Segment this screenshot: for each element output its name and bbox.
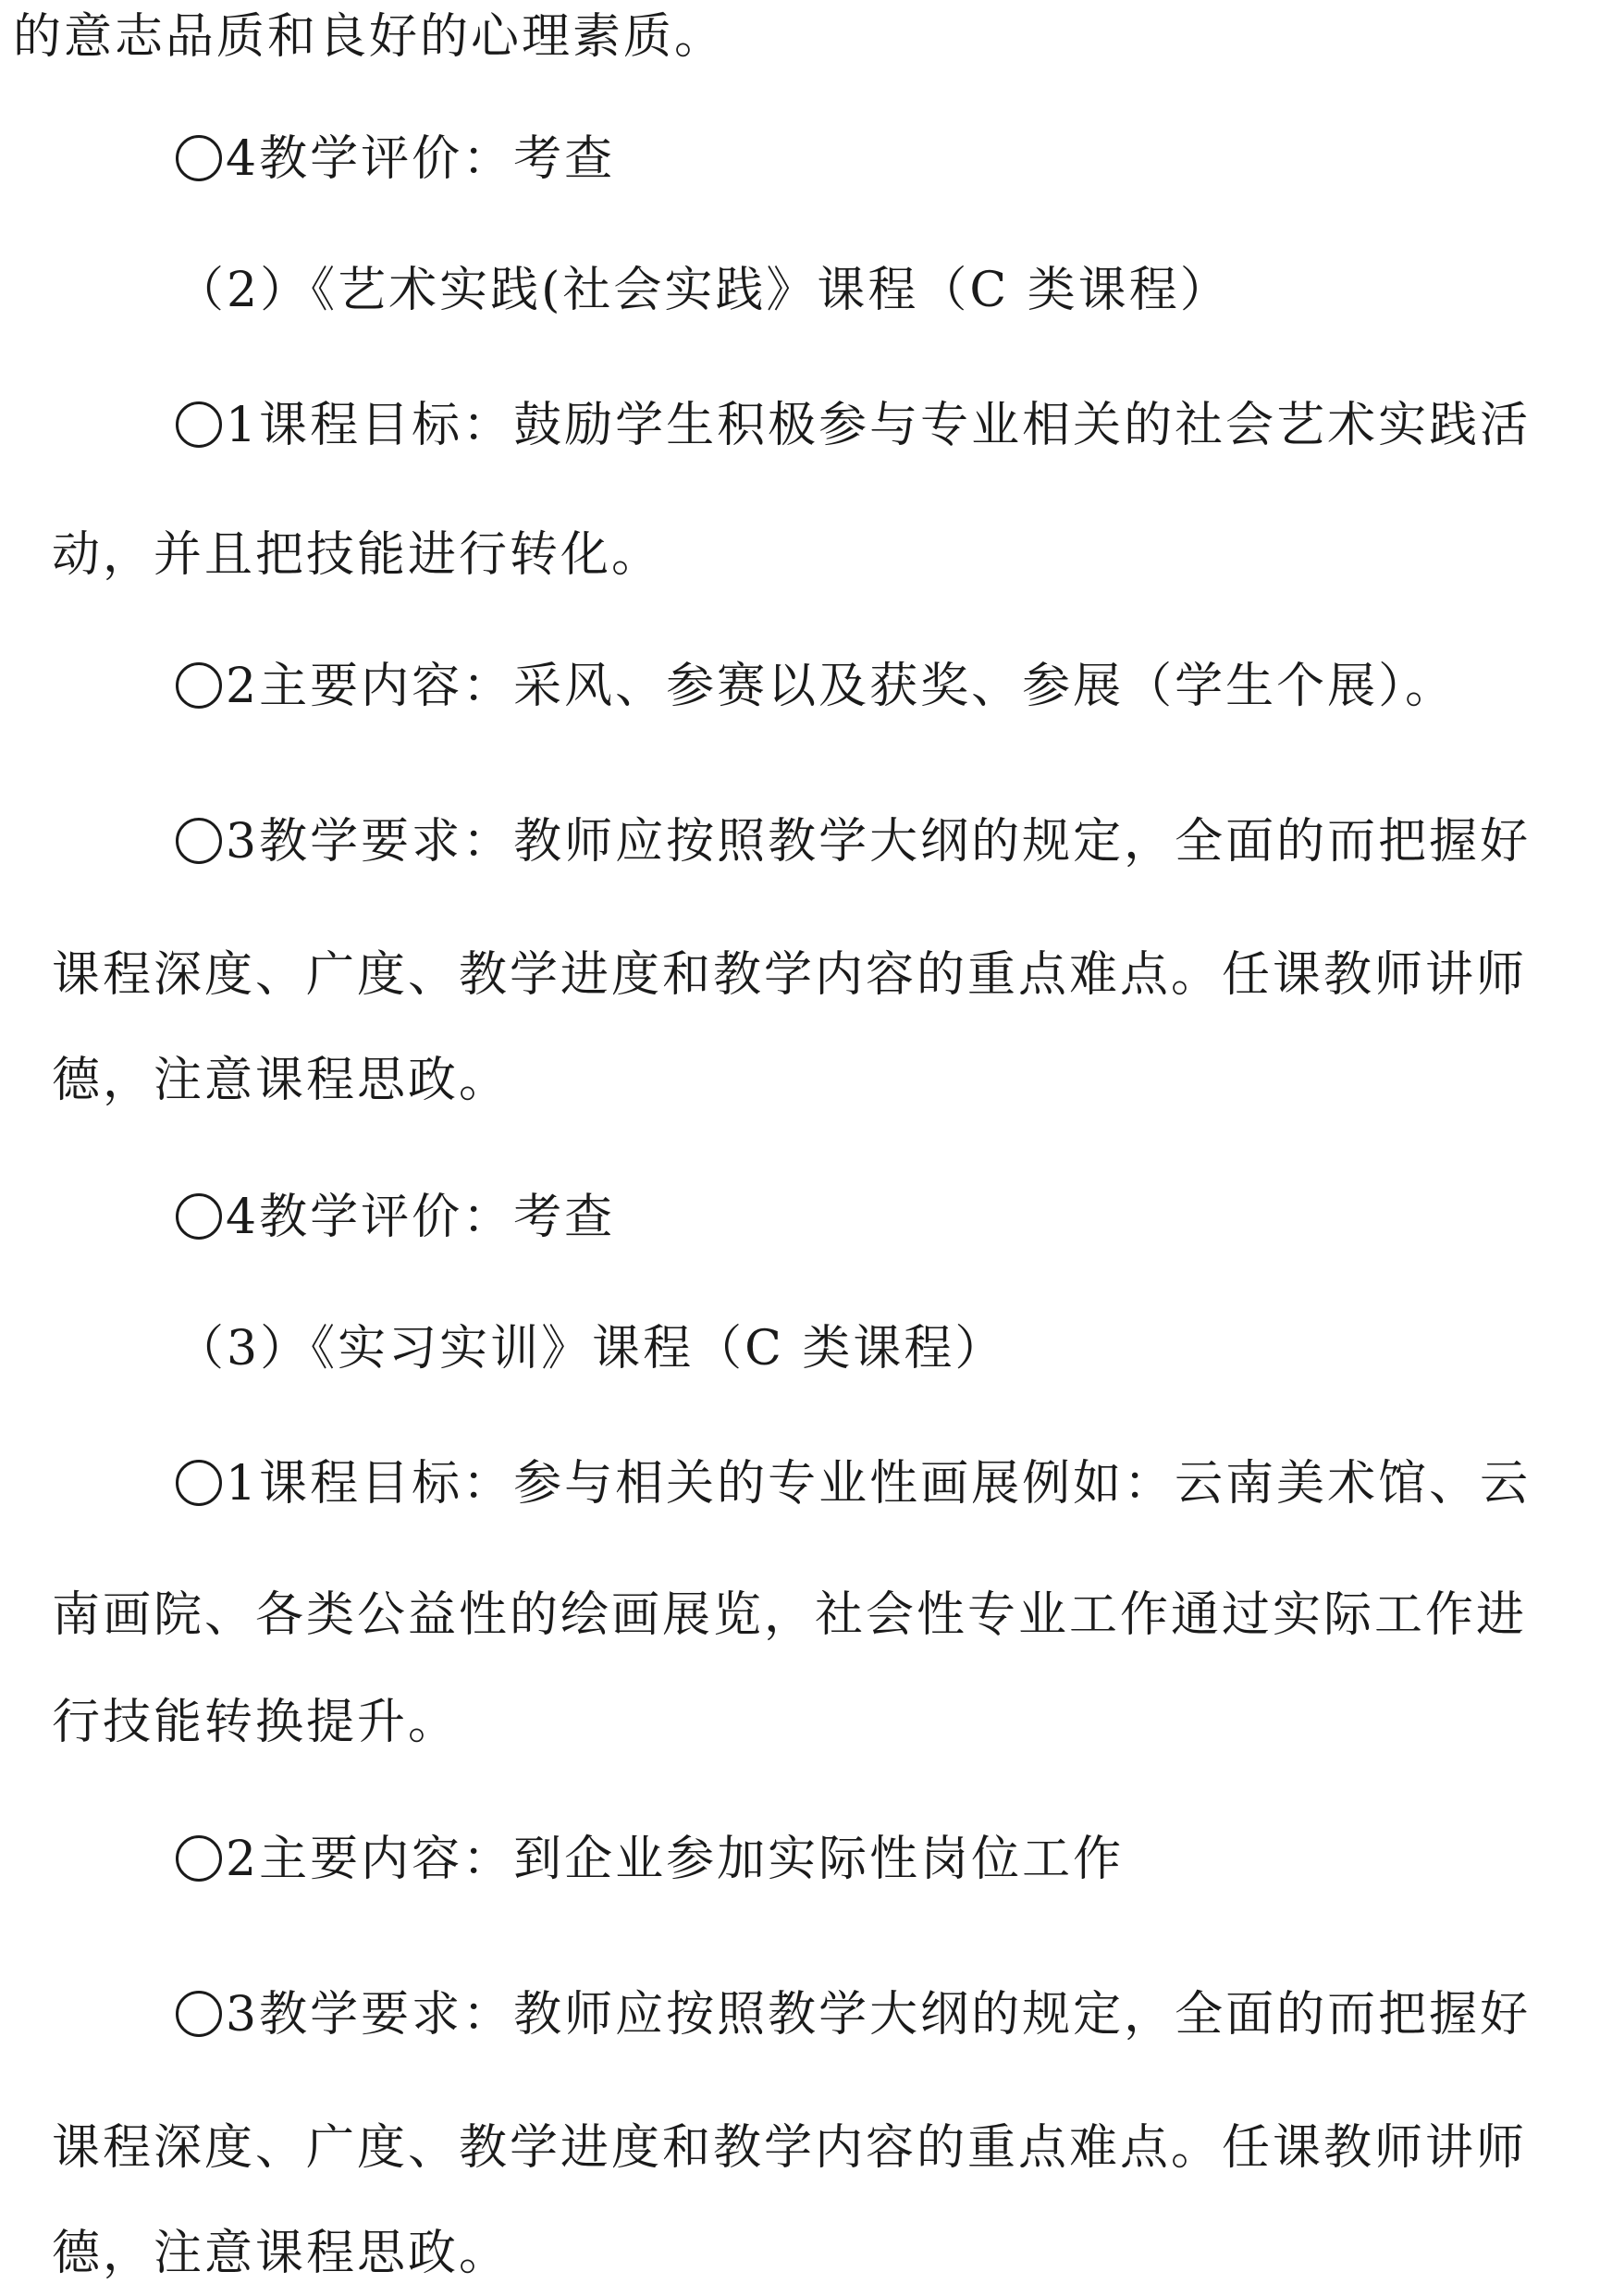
text-line <box>52 2118 1527 2178</box>
text-line <box>13 7 725 67</box>
line-text: 4教学评价：考查 <box>226 131 616 187</box>
section-heading <box>176 261 1231 320</box>
list-item <box>176 1985 1531 2044</box>
text-line <box>52 1051 510 1110</box>
line-text: 课程深度、广度、教学进度和教学内容的重点难点。任课教师讲师 <box>52 947 1528 1003</box>
circle-marker-icon <box>176 135 222 181</box>
list-item <box>176 657 1456 716</box>
line-text: 德，注意课程思政。 <box>52 1053 511 1108</box>
line-text: 动，并且把技能进行转化。 <box>52 527 663 583</box>
line-text: 3教学要求：教师应按照教学大纲的规定，全面的而把握好 <box>226 1987 1532 2043</box>
circle-marker-icon <box>176 662 222 709</box>
list-item <box>176 396 1531 455</box>
circle-marker-icon <box>176 1991 222 2037</box>
list-item <box>176 812 1531 871</box>
line-text: 1课程目标：参与相关的专业性画展例如：云南美术馆、云 <box>226 1456 1532 1512</box>
line-text: （3）《实习实训》课程（C 类课程） <box>176 1321 1006 1376</box>
line-text: 1课程目标：鼓励学生积极参与专业相关的社会艺术实践活 <box>226 398 1532 453</box>
circle-marker-icon <box>176 1835 222 1882</box>
circle-marker-icon <box>176 1193 222 1240</box>
line-text: 2主要内容：采风、参赛以及获奖、参展（学生个展）。 <box>226 659 1457 714</box>
line-text: 德，注意课程思政。 <box>52 2226 511 2281</box>
line-text: 课程深度、广度、教学进度和教学内容的重点难点。任课教师讲师 <box>52 2120 1528 2176</box>
text-line <box>52 2224 510 2283</box>
text-line <box>52 1586 1527 1645</box>
section-heading <box>176 1319 1005 1378</box>
text-line <box>52 1693 459 1752</box>
text-line <box>52 945 1527 1005</box>
circle-marker-icon <box>176 401 222 448</box>
list-item <box>176 130 615 189</box>
list-item <box>176 1454 1531 1513</box>
line-text: 南画院、各类公益性的绘画展览，社会性专业工作通过实际工作进 <box>52 1587 1528 1643</box>
list-item <box>176 1830 1124 1889</box>
circle-marker-icon <box>176 1460 222 1506</box>
line-text: 行技能转换提升。 <box>52 1695 460 1750</box>
line-text: 的意志品质和良好的心理素质。 <box>13 9 726 65</box>
circle-marker-icon <box>176 818 222 864</box>
line-text: （2）《艺术实践(社会实践》课程（C 类课程） <box>176 263 1231 318</box>
line-text: 3教学要求：教师应按照教学大纲的规定，全面的而把握好 <box>226 814 1532 870</box>
list-item <box>176 1188 615 1247</box>
line-text: 4教学评价：考查 <box>226 1190 616 1245</box>
text-line <box>52 525 662 585</box>
line-text: 2主要内容：到企业参加实际性岗位工作 <box>226 1832 1125 1887</box>
